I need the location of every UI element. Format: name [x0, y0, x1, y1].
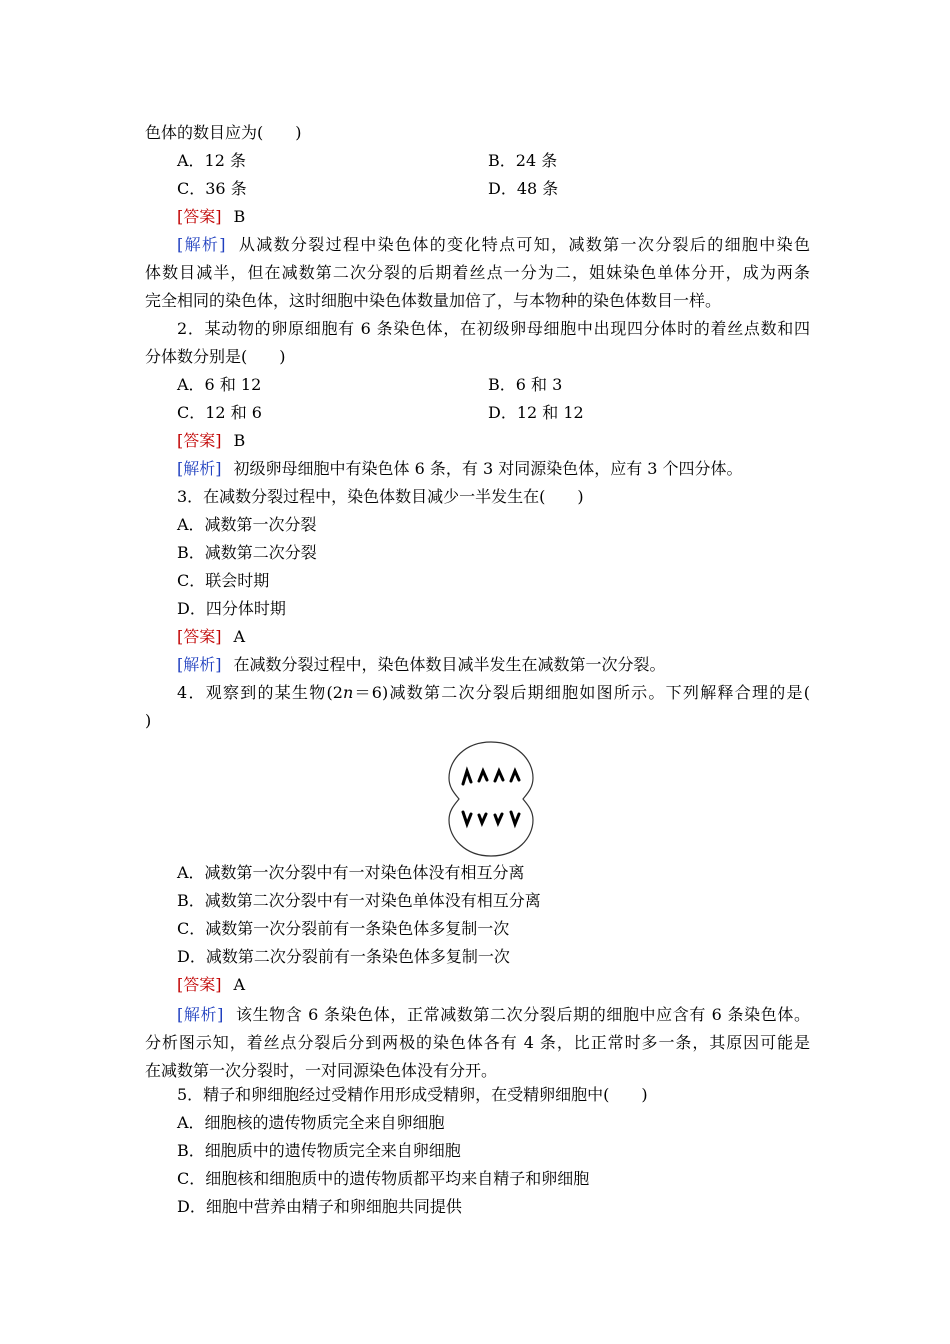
q2-options-row-1	[177, 371, 842, 399]
q4-analysis-line-3: 在减数第一次分裂时，一对同源染色体没有分开。	[145, 1061, 498, 1080]
q4-option-c: C．减数第一次分裂前有一条染色体多复制一次	[177, 919, 510, 938]
q2-option-d: D．12 和 12	[488, 403, 584, 422]
q1-option-d: D．48 条	[488, 179, 559, 198]
q3-analysis	[177, 651, 842, 679]
q3-option-b: B．减数第二次分裂	[177, 543, 317, 562]
analysis-text: 从减数分裂过程中染色体的变化特点可知，减数第一次分裂后的细胞中染色	[237, 235, 810, 254]
q1-option-b: B．24 条	[488, 151, 558, 170]
q2-analysis	[177, 455, 842, 483]
q1-stem-continuation: 色体的数目应为( )	[145, 123, 302, 142]
q4-stem-line-2: )	[145, 711, 152, 730]
answer-tag: [答案]	[177, 627, 222, 646]
q1-option-a: A．12 条	[177, 151, 247, 170]
q5-option-d: D．细胞中营养由精子和卵细胞共同提供	[177, 1197, 462, 1216]
q4-stem-line-1: 4．观察到的某生物(2n＝6)减数第二次分裂后期细胞如图所示。下列解释合理的是(	[177, 683, 811, 702]
q3-stem: 3．在减数分裂过程中，染色体数目减少一半发生在( )	[177, 487, 584, 506]
answer-value: A	[233, 627, 246, 646]
answer-tag: [答案]	[177, 975, 222, 994]
q2-answer	[177, 427, 842, 455]
answer-value: B	[233, 207, 246, 226]
q5-option-a: A．细胞核的遗传物质完全来自卵细胞	[177, 1113, 445, 1132]
analysis-tag: [解析]	[177, 459, 222, 478]
q4-analysis-line-2: 分析图示知，着丝点分裂后分到两极的染色体各有 4 条，比正常时多一条，其原因可能是	[145, 1033, 810, 1052]
q1-option-c: C．36 条	[177, 179, 247, 198]
q3-option-a: A．减数第一次分裂	[177, 515, 317, 534]
q5-option-c: C．细胞核和细胞质中的遗传物质都平均来自精子和卵细胞	[177, 1169, 590, 1188]
q5-stem: 5．精子和卵细胞经过受精作用形成受精卵，在受精卵细胞中( )	[177, 1085, 648, 1104]
analysis-tag: [解析]	[177, 655, 222, 674]
q1-analysis-line-3: 完全相同的染色体，这时细胞中染色体数量加倍了，与本物种的染色体数目一样。	[145, 291, 722, 310]
q4-option-a: A．减数第一次分裂中有一对染色体没有相互分离	[177, 863, 525, 882]
answer-tag: [答案]	[177, 207, 222, 226]
q2-options-row-2	[177, 399, 842, 427]
q4-option-d: D．减数第二次分裂前有一条染色体多复制一次	[177, 947, 510, 966]
q3-option-c: C．联会时期	[177, 571, 270, 590]
analysis-tag: [解析]	[177, 235, 226, 254]
q1-analysis-line-1	[177, 231, 810, 259]
q4-answer	[177, 971, 842, 999]
analysis-text: 初级卵母细胞中有染色体 6 条，有 3 对同源染色体，应有 3 个四分体。	[233, 459, 743, 478]
q2-stem-line-1: 2．某动物的卵原细胞有 6 条染色体，在初级卵母细胞中出现四分体时的着丝点数和四	[177, 319, 810, 338]
answer-value: A	[233, 975, 246, 994]
analysis-tag: [解析]	[177, 1005, 224, 1024]
q2-option-c: C．12 和 6	[177, 403, 262, 422]
q3-answer	[177, 623, 842, 651]
q1-answer	[177, 203, 842, 231]
q1-options-row-2	[177, 175, 842, 203]
answer-value: B	[233, 431, 246, 450]
answer-tag: [答案]	[177, 431, 222, 450]
q2-option-b: B．6 和 3	[488, 375, 563, 394]
cell-outline	[449, 742, 533, 856]
q5-option-b: B．细胞质中的遗传物质完全来自卵细胞	[177, 1141, 461, 1160]
analysis-text: 在减数分裂过程中，染色体数目减半发生在减数第一次分裂。	[233, 655, 666, 674]
q1-options-row-1	[177, 147, 842, 175]
analysis-text: 该生物含 6 条染色体，正常减数第二次分裂后期的细胞中应含有 6 条染色体。	[235, 1005, 810, 1024]
q2-option-a: A．6 和 12	[177, 375, 262, 394]
q3-option-d: D．四分体时期	[177, 599, 286, 618]
q4-analysis-line-1	[177, 1001, 810, 1029]
q2-stem-line-2: 分体数分别是( )	[145, 347, 286, 366]
cell-division-figure	[445, 740, 537, 858]
q4-option-b: B．减数第二次分裂中有一对染色单体没有相互分离	[177, 891, 541, 910]
q1-analysis-line-2: 体数目减半，但在减数第二次分裂的后期着丝点一分为二，姐妹染色单体分开，成为两条	[145, 263, 810, 282]
